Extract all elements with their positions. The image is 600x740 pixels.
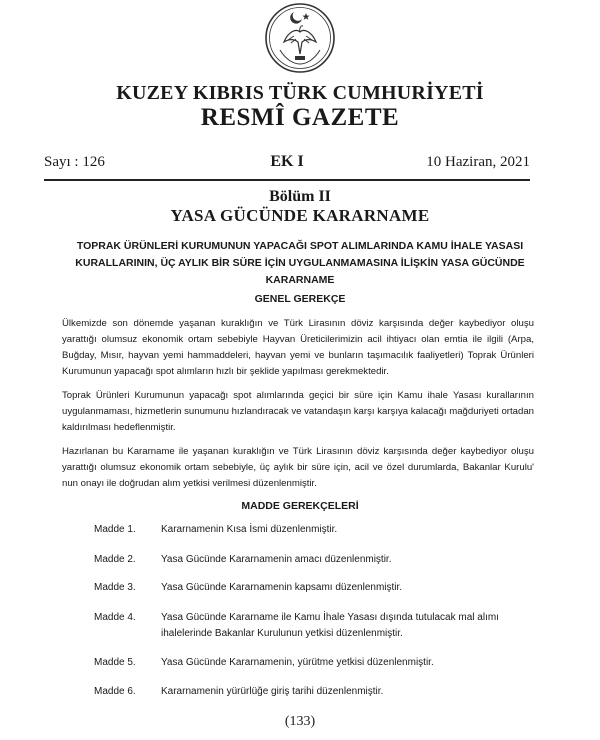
issue-annex: EK I xyxy=(270,153,304,170)
section-title: Bölüm II xyxy=(269,188,331,205)
article-reasoning-heading: MADDE GEREKÇELERİ xyxy=(241,500,359,512)
general-reasoning-heading: GENEL GEREKÇE xyxy=(254,293,346,305)
article-number: Madde 5. xyxy=(94,657,136,668)
article-number: Madde 4. xyxy=(94,612,136,623)
article-text: Kararnamenin Kısa İsmi düzenlenmiştir. xyxy=(161,524,338,535)
article-text: Yasa Gücünde Kararnamenin amacı düzenlenmiştir. xyxy=(161,554,392,565)
article-number: Madde 1. xyxy=(94,524,136,535)
article-number: Madde 6. xyxy=(94,686,136,697)
state-emblem-icon xyxy=(264,2,336,74)
law-title-line: TOPRAK ÜRÜNLERİ KURUMUNUN YAPACAĞI SPOT ALIMLARINDA KAMU İHALE YASASI xyxy=(76,240,524,252)
masthead-publication: RESMÎ GAZETE xyxy=(200,104,400,131)
paragraph: Ülkemizde son dönemde yaşanan kuraklığın ve Türk Lirasının döviz karşısında değer kaybediyor oluşu yarattığı olumsuz ekonomik ortam sebebiyle Hayvan Üreticilerimizin acil ihtiyacı olan emtia ile ilgili (Arpa, Buğday, Mısır, hayvan yemi hammaddeleri, hayvan yemi ve bunların taşımacılık faaliyetleri) Toprak Ürünleri Kurumunun yapacağı spot alımların hızlı bir şeklide yapılması gerekmektedir. xyxy=(62,318,534,377)
page-number: (133) xyxy=(284,714,316,729)
article-number: Madde 3. xyxy=(94,582,136,593)
article-text: Yasa Gücünde Kararnamenin kapsamı düzenlenmiştir. xyxy=(161,582,403,593)
header-divider xyxy=(44,179,530,181)
masthead-country: KUZEY KIBRIS TÜRK CUMHURİYETİ xyxy=(116,82,484,104)
article-text: Yasa Gücünde Kararnamenin, yürütme yetkisi düzenlenmiştir. xyxy=(161,657,434,668)
issue-info-line xyxy=(44,154,530,174)
law-title-line: KURALLARININ, ÜÇ AYLIK BİR SÜRE İÇİN UYGULANMAMASINA İLİŞKİN YASA GÜCÜNDE xyxy=(75,257,525,269)
article-number: Madde 2. xyxy=(94,554,136,565)
issue-number: Sayı : 126 xyxy=(44,154,105,170)
paragraph: Hazırlanan bu Kararname ile yaşanan kuraklığın ve Türk Lirasının döviz karşısında değer kaybediyor oluşu yarattığı olumsuz ekonomik ortam sebebiyle, üç aylık bir süre için, acil ve özel durumlarda, Bakanlar Kurulu' nun onayı ile doğrudan alım yetkisi verilmesi düzenlenmiştir. xyxy=(62,446,534,489)
law-title-line: KARARNAME xyxy=(265,274,335,286)
issue-date: 10 Haziran, 2021 xyxy=(426,154,530,170)
law-title xyxy=(62,238,538,289)
article-text: Yasa Gücünde Kararname ile Kamu İhale Yasası dışında tutulacak mal alımı ihalelerinde Bakanlar Kurulunun yetkisi düzenlenmiştir. xyxy=(161,612,499,639)
paragraph: Toprak Ürünleri Kurumunun yapacağı spot alımlarında geçici bir süre için Kamu ihale Yasası kurallarının uygulanmaması, hizmetlerin sunumunu hızlandıracak ve vatandaşın karşı karşıya kalacağı mağduriyeti ortadan kaldırılması hedeflenmiştir. xyxy=(62,390,534,433)
decree-type-title: YASA GÜCÜNDE KARARNAME xyxy=(170,206,430,225)
article-text: Kararnamenin yürürlüğe giriş tarihi düzenlenmiştir. xyxy=(161,686,384,697)
